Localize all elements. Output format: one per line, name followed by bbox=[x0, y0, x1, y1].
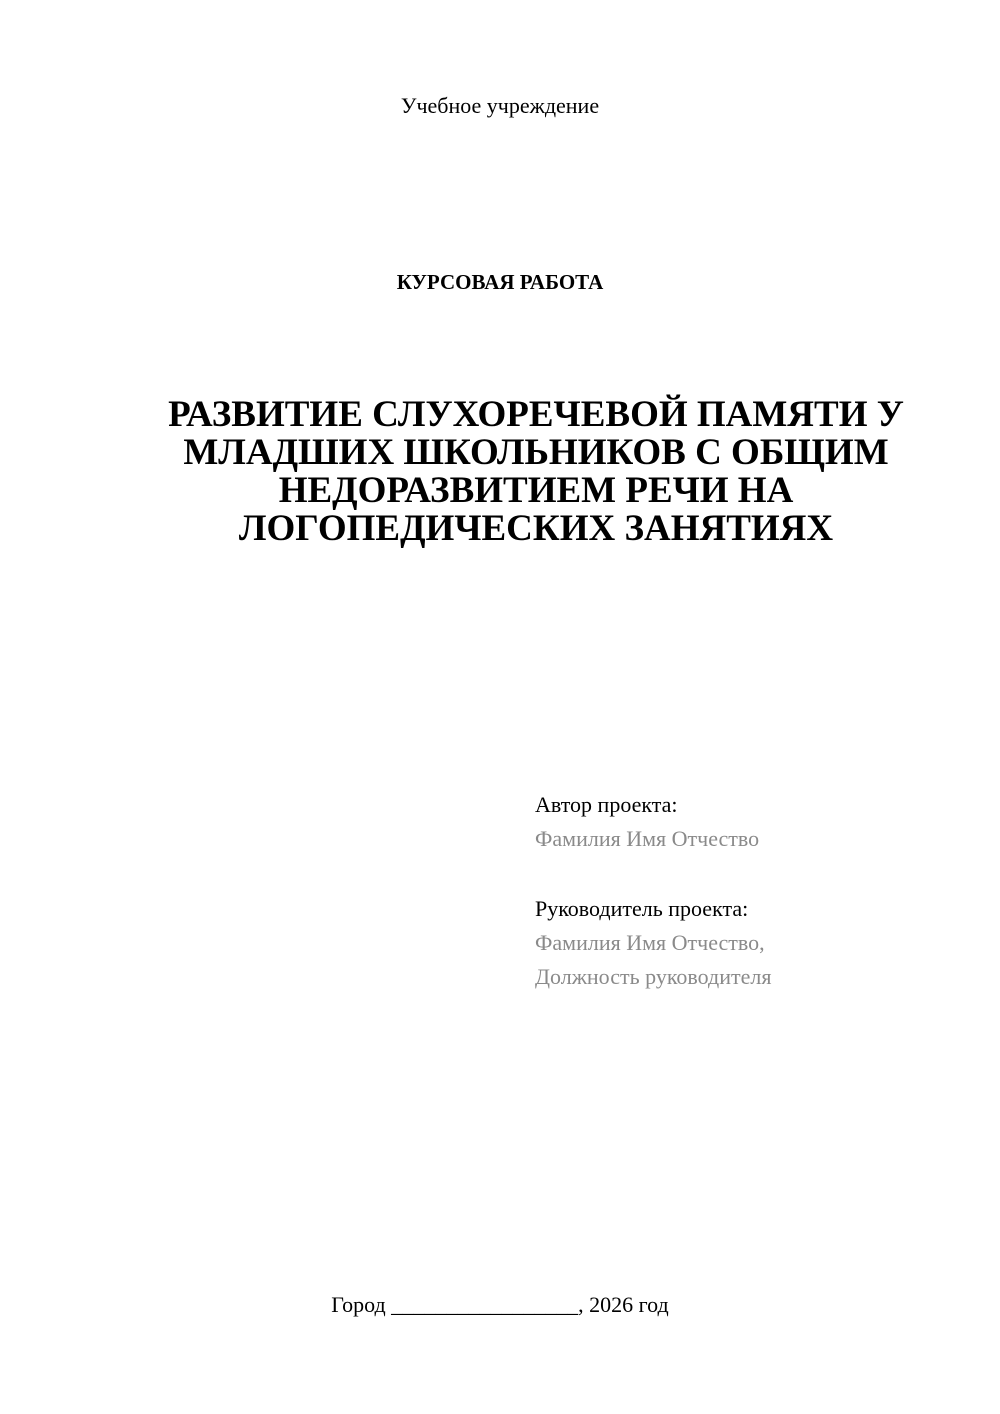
work-type-heading: КУРСОВАЯ РАБОТА bbox=[396, 270, 604, 294]
institution-name: Учебное учреждение bbox=[400, 93, 600, 118]
supervisor-label: Руководитель проекта: bbox=[535, 896, 749, 921]
authors-block bbox=[535, 788, 771, 994]
work-title-line: МЛАДШИХ ШКОЛЬНИКОВ С ОБЩИМ bbox=[183, 432, 889, 473]
work-title-line: ЛОГОПЕДИЧЕСКИХ ЗАНЯТИЯХ bbox=[238, 508, 834, 549]
supervisor-name: Фамилия Имя Отчество, bbox=[535, 930, 765, 955]
author-label: Автор проекта: bbox=[535, 792, 678, 817]
work-title-line: РАЗВИТИЕ СЛУХОРЕЧЕВОЙ ПАМЯТИ У bbox=[168, 394, 904, 435]
author-name: Фамилия Имя Отчество bbox=[535, 826, 760, 851]
work-title bbox=[130, 396, 942, 548]
work-title-line: НЕДОРАЗВИТИЕМ РЕЧИ НА bbox=[278, 470, 794, 511]
supervisor-position: Должность руководителя bbox=[535, 964, 772, 989]
city-year-line: Город _________________, 2026 год bbox=[331, 1292, 669, 1317]
block-spacer bbox=[535, 856, 771, 892]
